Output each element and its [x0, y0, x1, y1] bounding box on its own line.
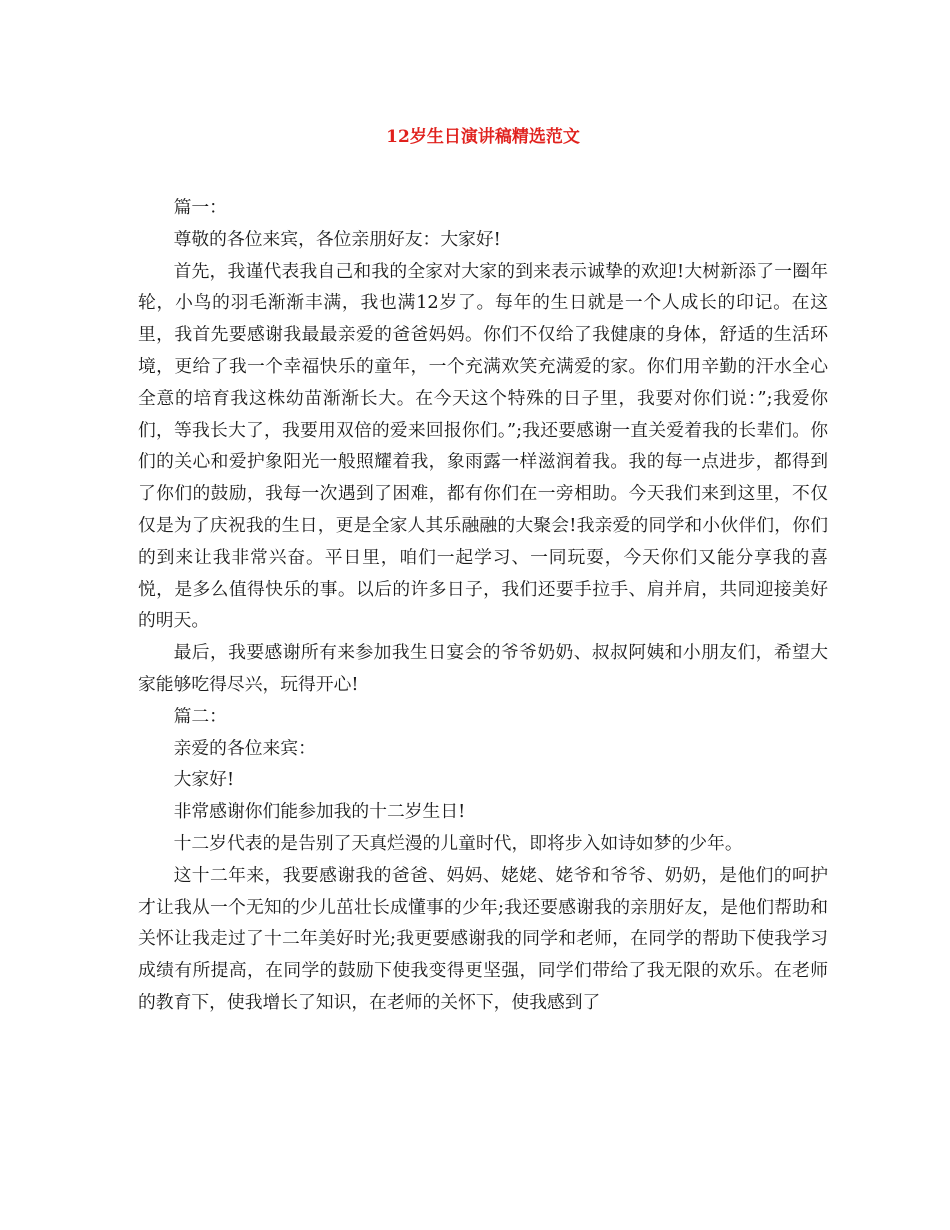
document-body [138, 192, 828, 1019]
greeting: 尊敬的各位来宾，各位亲朋好友：大家好! [173, 228, 501, 250]
paragraph: 最后，我要感谢所有来参加我生日宴会的爷爷奶奶、叔叔阿姨和小朋友们，希望大家能够吃得尽兴，玩得开心! [138, 642, 828, 695]
section-heading-2: 篇二： [173, 705, 227, 727]
paragraph: 首先，我谨代表我自己和我的全家对大家的到来表示诚挚的欢迎!大树新添了一圈年轮，小鸟的羽毛渐渐丰满，我也满12岁了。每年的生日就是一个人成长的印记。在这里，我首先要感谢我最最亲爱的爸爸妈妈。你们不仅给了我健康的身体，舒适的生活环境，更给了我一个幸福快乐的童年，一个充满欢笑充满爱的家。你们用辛勤的汗水全心全意的培育我这株幼苗渐渐长大。在今天这个特殊的日子里，我要对你们说：”;我爱你们，等我长大了，我要用双倍的爱来回报你们。”;我还要感谢一直关爱着我的长辈们。你们的关心和爱护象阳光一般照耀着我，象雨露一样滋润着我。我的每一点进步，都得到了你们的鼓励，我每一次遇到了困难，都有你们在一旁相助。今天我们来到这里，不仅仅是为了庆祝我的生日，更是全家人其乐融融的大聚会!我亲爱的同学和小伙伴们，你们的到来让我非常兴奋。平日里，咱们一起学习、一同玩耍，今天你们又能分享我的喜悦，是多么值得快乐的事。以后的许多日子，我们还要手拉手、肩并肩，共同迎接美好的明天。 [138, 260, 828, 632]
greeting: 亲爱的各位来宾： [173, 737, 316, 759]
paragraph: 非常感谢你们能参加我的十二岁生日! [173, 801, 466, 823]
paragraph: 十二岁代表的是告别了天真烂漫的儿童时代，即将步入如诗如梦的少年。 [173, 832, 743, 854]
document-title: 12岁生日演讲稿精选范文 [386, 127, 580, 147]
section-heading-1: 篇一： [173, 197, 227, 218]
paragraph: 这十二年来，我要感谢我的爸爸、妈妈、姥姥、姥爷和爷爷、奶奶，是他们的呵护才让我从一个无知的少儿茁壮长成懂事的少年;我还要感谢我的亲朋好友，是他们帮助和关怀让我走过了十二年美好时光;我更要感谢我的同学和老师，在同学的帮助下使我学习成绩有所提高，在同学的鼓励下使我变得更坚强，同学们带给了我无限的欢乐。在老师的教育下，使我增长了知识，在老师的关怀下，使我感到了 [138, 864, 828, 1013]
paragraph: 大家好! [173, 769, 235, 791]
